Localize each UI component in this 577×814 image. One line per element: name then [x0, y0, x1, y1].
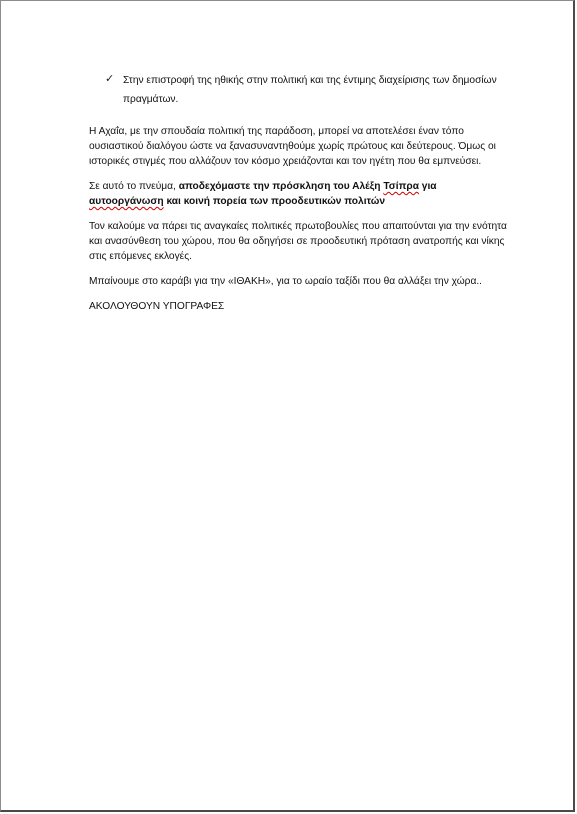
bullet-item	[105, 71, 509, 109]
paragraph-invitation-bold-2: για	[418, 181, 437, 192]
checkmark-icon: ✓	[105, 73, 115, 85]
paragraph-signatures: ΑΚΟΛΟΥΘΟΥΝ ΥΠΟΓΡΑΦΕΣ	[89, 301, 225, 312]
paragraph-call: Τον καλούμε να πάρει τις αναγκαίες πολιτικές πρωτοβουλίες που απαιτούνται για την ενότητα και ανασύνθεση του χώρου, που θα οδηγήσει σε προοδευτική πρόταση ανατροπής και νίκης στις επόμενες εκλογές.	[89, 221, 507, 262]
bullet-text: Στην επιστροφή της ηθικής στην πολιτική και της έντιμης διαχείρισης των δημοσίων πραγμάτων.	[123, 75, 497, 105]
paragraph-invitation-bold-3: και κοινή πορεία των προοδευτικών πολιτών	[163, 196, 386, 207]
spellcheck-word-tsipra: Τσίπρα	[383, 181, 419, 192]
paragraph-invitation-bold-1: αποδεχόμαστε την πρόσκληση του Αλέξη	[178, 181, 384, 192]
document-content	[89, 71, 509, 324]
paragraph-invitation-lead: Σε αυτό το πνεύμα,	[89, 181, 179, 192]
paragraph-ithaca: Μπαίνουμε στο καράβι για την «ΙΘΑΚΗ», για το ωραίο ταξίδι που θα αλλάξει την χώρα..	[89, 276, 483, 287]
spellcheck-word-self-organization: αυτοοργάνωση	[89, 196, 164, 207]
paragraph-achaia: Η Αχαΐα, με την σπουδαία πολιτική της παράδοση, μπορεί να αποτελέσει έναν τόπο ουσιαστικού διαλόγου ώστε να ξανασυναντηθούμε χωρίς πρώτους και δεύτερους. Όμως οι ιστορικές στιγμές που αλλάζουν τον κόσμο χρειάζονται και τον ηγέτη που θα εμπνεύσει.	[89, 126, 496, 167]
paragraph-invitation	[89, 179, 509, 209]
